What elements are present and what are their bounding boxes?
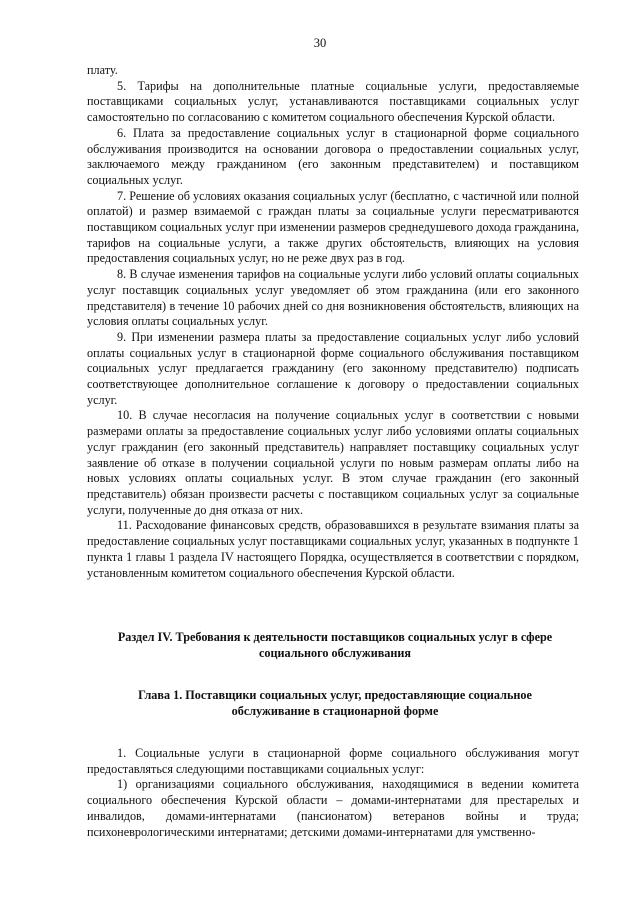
paragraph-6: 6. Плата за предоставление социальных услуг в стационарной форме социального обслуживания производится на основании договора о предоставлении социальных услуг, заключаемого между гражданином (его законным представителем) и поставщиком социальных услуг. <box>87 125 579 187</box>
chapter-heading: Глава 1. Поставщики социальных услуг, предоставляющие социальное обслуживание в стационарной форме <box>138 688 532 718</box>
paragraph-11: 11. Расходование финансовых средств, образовавшихся в результате взимания платы за предоставление социальных услуг поставщиками социальных услуг, указанных в подпункте 1 пункта 1 главы 1 раздела IV настоящего Порядка, осуществляется в соответствии с порядком, установленным комитетом социального обеспечения Курской области. <box>87 518 579 580</box>
paragraph-7: 7. Решение об условиях оказания социальных услуг (бесплатно, с частичной или полной оплатой) и размер взимаемой с граждан платы за социальные услуги пересматриваются поставщиком социальных услуг при изменении размеров среднедушевого дохода гражданина, тарифов на социальные услуги, а также других обстоятельств, влияющих на условия предоставления социальных услуг, но не реже двух раз в год. <box>87 188 579 266</box>
paragraph-8: 8. В случае изменения тарифов на социальные услуги либо условий оплаты социальных услуг поставщик социальных услуг уведомляет об этом гражданина (или его законного представителя) в течение 10 рабочих дней со дня возникновения обстоятельств, влияющих на условия оплаты социальных услуг. <box>87 267 579 329</box>
paragraph-9: 9. При изменении размера платы за предоставление социальных услуг либо условий оплаты социальных услуг в стационарной форме социального обслуживания поставщиком социальных услуг предлагается гражданину (его законному представителю) подписать соответствующее дополнительное соглашение к договору о предоставлении социальных услуг. <box>87 329 579 407</box>
body-text-block <box>87 63 579 581</box>
paragraph-continuation: плату. <box>87 63 118 77</box>
chapter-paragraph-1-1: 1) организациями социального обслуживания, находящимися в ведении комитета социального обеспечения Курской области – домами-интернатами для престарелых и инвалидов, домами-интернатами (пансионатом) ветеранов войны и труда; психоневрологическими интернатами; детскими домами-интернатами для умственно- <box>87 777 579 839</box>
section-heading: Раздел IV. Требования к деятельности поставщиков социальных услуг в сфере социального обслуживания <box>117 630 553 660</box>
page-number: 30 <box>313 36 327 50</box>
paragraph-10: 10. В случае несогласия на получение социальных услуг в соответствии с новыми размерами оплаты за предоставление социальных услуг либо условиями оплаты социальных услуг гражданин (его законный представитель) направляет поставщику социальных услуг заявление об отказе в получении социальной услуги по новым размерам оплаты либо на новых условиях оплаты социальных услуг. В этом случае гражданин (его законный представитель) обязан произвести расчеты с поставщиком социальных услуг за социальные услуги, полученные до дня отказа от них. <box>87 408 579 517</box>
chapter-paragraph-1: 1. Социальные услуги в стационарной форме социального обслуживания могут предоставляться следующими поставщиками социальных услуг: <box>87 746 579 776</box>
chapter-body-text <box>87 746 579 840</box>
paragraph-5: 5. Тарифы на дополнительные платные социальные услуги, предоставляемые поставщиками социальных услуг, устанавливаются поставщиками социальных услуг самостоятельно по согласованию с комитетом социального обеспечения Курской области. <box>87 78 579 125</box>
